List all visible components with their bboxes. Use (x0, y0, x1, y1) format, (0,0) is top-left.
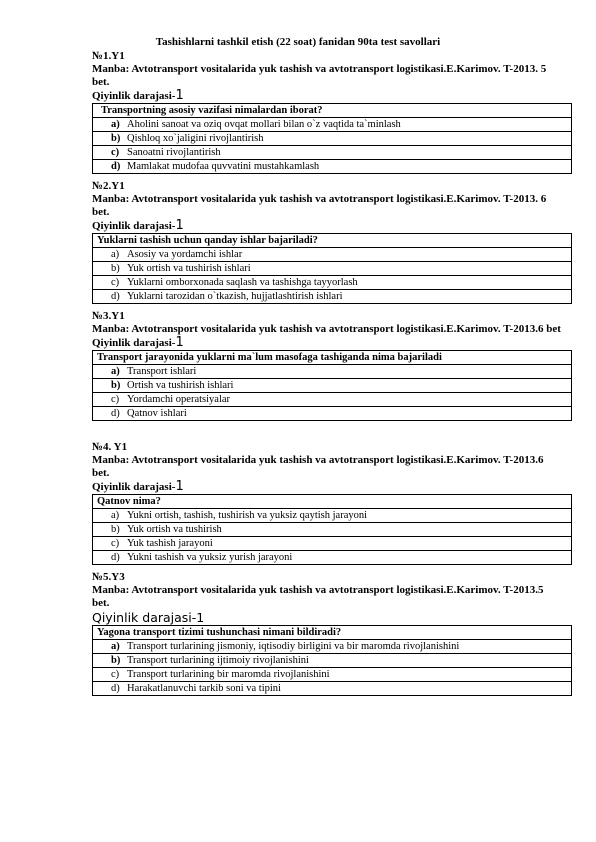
question-text: Yagona transport tizimi tushunchasi nimani bildiradi? (93, 626, 572, 640)
option-letter: c) (111, 393, 120, 405)
option-text: Yukni ortish, tashish, tushirish va yuksiz qaytish jarayoni (127, 509, 368, 521)
answer-option (93, 160, 572, 174)
answer-option (93, 537, 572, 551)
answer-option (93, 248, 572, 262)
difficulty-label: Qiyinlik darajasi-1 (92, 610, 205, 625)
option-text: Yuklarni tarozidan o`tkazish, hujjatlashtirish ishlari (127, 290, 343, 302)
answer-option (93, 290, 572, 304)
difficulty-level (92, 480, 572, 494)
difficulty-value: 1 (175, 88, 184, 103)
option-letter: c) (111, 276, 120, 288)
option-letter: b) (111, 379, 121, 391)
answer-option (93, 509, 572, 523)
question-block-4 (92, 441, 572, 565)
question-number: №3.Y1 (92, 310, 125, 322)
question-source: Manba: Avtotransport vositalarida yuk tashish va avtotransport logistikasi.E.Karimov. T-2013. 6 bet. (92, 193, 547, 218)
option-letter: d) (111, 551, 120, 563)
option-letter: a) (111, 118, 120, 130)
option-letter: d) (111, 682, 120, 694)
answer-option (93, 118, 572, 132)
option-text: Transport turlarining jismoniy, iqtisodiy birligini va bir maromda rivojlanishini (127, 640, 460, 652)
option-text: Yukni tashish va yuksiz yurish jarayoni (127, 551, 293, 563)
difficulty-value: 1 (175, 479, 184, 494)
difficulty-level (92, 219, 572, 233)
option-letter: a) (111, 365, 120, 377)
answer-option (93, 262, 572, 276)
option-text: Qishloq xo`jaligini rivojlantirish (127, 132, 264, 144)
question-text: Transportning asosiy vazifasi nimalardan iborat? (93, 104, 572, 118)
option-text: Harakatlanuvchi tarkib soni va tipini (127, 682, 281, 694)
question-table (92, 103, 572, 174)
answer-option (93, 640, 572, 654)
option-text: Transport ishlari (127, 365, 197, 377)
option-text: Aholini sanoat va oziq ovqat mollari bilan o`z vaqtida ta`minlash (127, 118, 401, 130)
question-source: Manba: Avtotransport vositalarida yuk tashish va avtotransport logistikasi.E.Karimov. T-2013.6 bet (92, 323, 561, 335)
question-block-1 (92, 50, 572, 174)
option-text: Asosiy va yordamchi ishlar (127, 248, 243, 260)
answer-option (93, 132, 572, 146)
answer-option (93, 393, 572, 407)
option-text: Ortish va tushirish ishlari (127, 379, 234, 391)
option-letter: a) (111, 509, 120, 521)
question-text: Transport jarayonida yuklarni ma`lum masofaga tashiganda nima bajariladi (93, 351, 572, 365)
answer-option (93, 276, 572, 290)
answer-option (93, 365, 572, 379)
difficulty-label: Qiyinlik darajasi- (92, 220, 176, 232)
question-source: Manba: Avtotransport vositalarida yuk tashish va avtotransport logistikasi.E.Karimov. T-2013. 5 bet. (92, 63, 547, 88)
option-letter: b) (111, 262, 120, 274)
option-text: Yordamchi operatsiyalar (127, 393, 231, 405)
difficulty-level (92, 89, 572, 103)
option-letter: c) (111, 668, 120, 680)
answer-option (93, 407, 572, 421)
option-text: Sanoatni rivojlantirish (127, 146, 221, 158)
question-block-3 (92, 310, 572, 421)
option-letter: c) (111, 146, 120, 158)
option-text: Qatnov ishlari (127, 407, 187, 419)
question-source: Manba: Avtotransport vositalarida yuk tashish va avtotransport logistikasi.E.Karimov. T-2013.5 bet. (92, 584, 544, 609)
answer-option (93, 551, 572, 565)
difficulty-label: Qiyinlik darajasi- (92, 90, 176, 102)
question-source: Manba: Avtotransport vositalarida yuk tashish va avtotransport logistikasi.E.Karimov. T-2013.6 bet. (92, 454, 544, 479)
option-letter: d) (111, 290, 120, 302)
option-letter: b) (111, 132, 121, 144)
difficulty-value: 1 (175, 335, 184, 350)
answer-option (93, 379, 572, 393)
option-letter: d) (111, 407, 120, 419)
option-text: Yuk ortish va tushirish ishlari (127, 262, 251, 274)
option-letter: c) (111, 537, 120, 549)
difficulty-level (92, 610, 572, 625)
answer-option (93, 668, 572, 682)
option-letter: a) (111, 640, 120, 652)
question-number: №4. Y1 (92, 441, 128, 453)
question-block-2 (92, 180, 572, 304)
document-title: Tashishlarni tashkil etish (22 soat) fanidan 90ta test savollari (155, 36, 441, 48)
question-text: Qatnov nima? (93, 495, 572, 509)
difficulty-level (92, 336, 572, 350)
difficulty-label: Qiyinlik darajasi- (92, 337, 176, 349)
option-text: Transport turlarining bir maromda rivojlanishini (127, 668, 330, 680)
difficulty-value: 1 (175, 218, 184, 233)
answer-option (93, 146, 572, 160)
question-table (92, 625, 572, 696)
question-table (92, 233, 572, 304)
option-text: Yuk tashish jarayoni (127, 537, 213, 549)
option-letter: d) (111, 160, 121, 172)
question-table (92, 350, 572, 421)
option-text: Mamlakat mudofaa quvvatini mustahkamlash (127, 160, 320, 172)
question-number: №1.Y1 (92, 50, 125, 62)
answer-option (93, 523, 572, 537)
difficulty-label: Qiyinlik darajasi- (92, 481, 176, 493)
option-text: Yuk ortish va tushirish (127, 523, 222, 535)
question-text: Yuklarni tashish uchun qanday ishlar bajariladi? (93, 234, 572, 248)
option-text: Yuklarni omborxonada saqlash va tashishga tayyorlash (127, 276, 358, 288)
option-letter: b) (111, 654, 121, 666)
option-letter: b) (111, 523, 120, 535)
option-letter: a) (111, 248, 120, 260)
answer-option (93, 682, 572, 696)
question-number: №2.Y1 (92, 180, 125, 192)
answer-option (93, 654, 572, 668)
question-number: №5.Y3 (92, 571, 125, 583)
question-block-5 (92, 571, 572, 696)
option-text: Transport turlarining ijtimoiy rivojlanishini (127, 654, 309, 666)
question-table (92, 494, 572, 565)
